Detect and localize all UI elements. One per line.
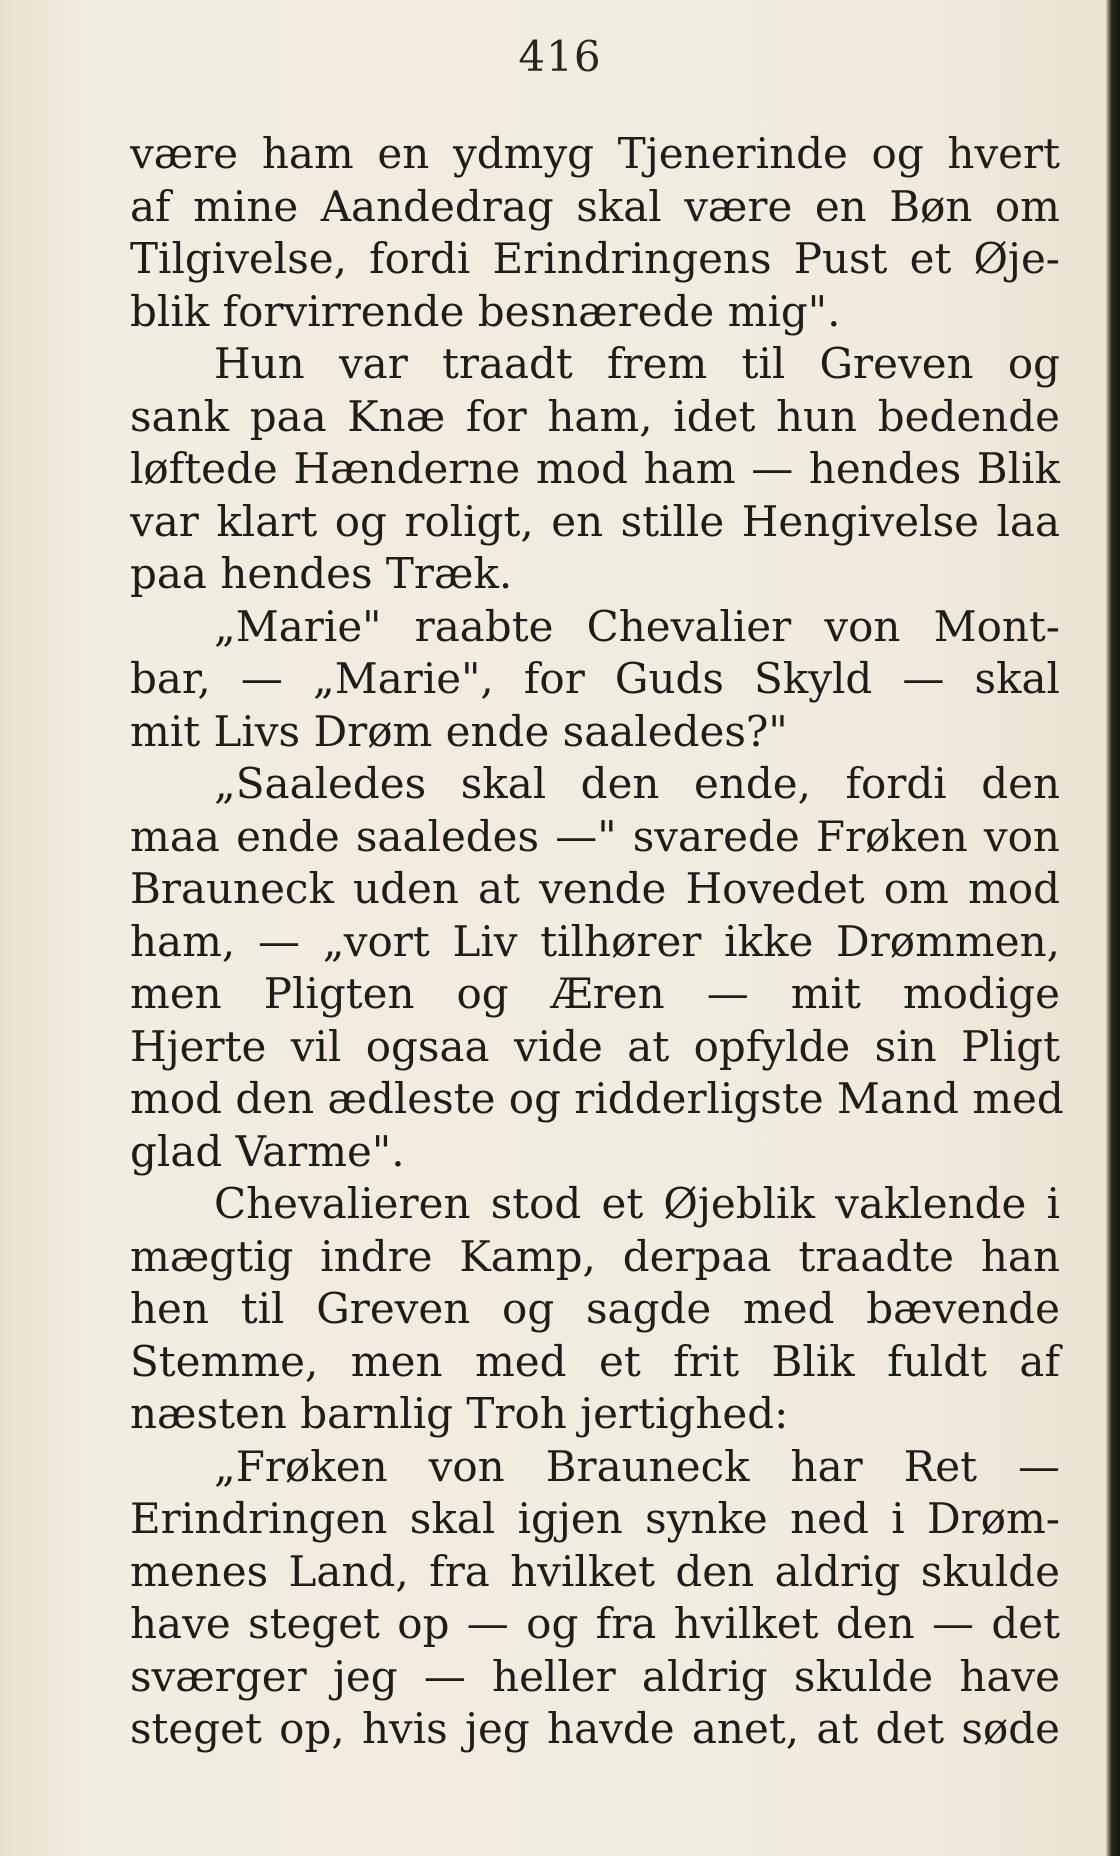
text-line: mægtig indre Kamp, derpaa traadte han xyxy=(130,1231,1060,1281)
text-line: mod den ædleste og ridderligste Mand med xyxy=(130,1074,1064,1123)
text-line: bar, — „Marie", for Guds Skyld — skal xyxy=(130,654,1060,703)
text-line: Brauneck uden at vende Hovedet om mod xyxy=(130,864,1060,913)
text-line: var klart og roligt, en stille Hengivelse laa xyxy=(130,496,1060,546)
text-line: steget op, hvis jeg havde anet, at det søde xyxy=(130,1704,1060,1753)
text-line: maa ende saaledes —" svarede Frøken von xyxy=(130,811,1060,861)
text-line: paa hendes Træk. xyxy=(130,549,513,598)
text-line: sank paa Knæ for ham, idet hun bedende xyxy=(130,391,1060,441)
text-line: Hun var traadt frem til Greven og xyxy=(214,339,1060,388)
text-line: mit Livs Drøm ende saaledes?" xyxy=(130,706,788,756)
text-line: være ham en ydmyg Tjenerinde og hvert xyxy=(130,129,1060,178)
text-line: af mine Aandedrag skal være en Bøn om xyxy=(130,181,1060,231)
text-line: løftede Hænderne mod ham — hendes Blik xyxy=(130,444,1060,493)
text-line: Stemme, men med et frit Blik fuldt af xyxy=(130,1336,1060,1386)
page-number: 416 xyxy=(518,32,602,81)
page-edge xyxy=(1106,0,1120,1856)
body-text xyxy=(130,128,1064,1756)
text-line: „Saaledes skal den ende, fordi den xyxy=(214,759,1060,808)
text-line: have steget op — og fra hvilket den — det xyxy=(130,1599,1060,1648)
text-line: blik forvirrende besnærede mig". xyxy=(130,286,841,336)
text-line: Hjerte vil ogsaa vide at opfylde sin Pligt xyxy=(130,1021,1060,1071)
text-line: „Marie" raabte Chevalier von Mont- xyxy=(214,601,1060,651)
text-line: Tilgivelse, fordi Erindringens Pust et Øje- xyxy=(130,234,1060,283)
text-line: Erindringen skal igjen synke ned i Drøm- xyxy=(130,1494,1060,1543)
text-line: næsten barnlig Troh jertighed: xyxy=(130,1389,789,1438)
text-line: hen til Greven og sagde med bævende xyxy=(130,1284,1060,1333)
text-line: „Frøken von Brauneck har Ret — xyxy=(214,1441,1060,1491)
text-line: menes Land, fra hvilket den aldrig skulde xyxy=(130,1546,1060,1596)
text-line: ham, — „vort Liv tilhører ikke Drømmen, xyxy=(130,916,1060,966)
text-line: Chevalieren stod et Øjeblik vaklende i xyxy=(214,1179,1060,1228)
text-line: glad Varme". xyxy=(130,1126,405,1176)
text-line: sværger jeg — heller aldrig skulde have xyxy=(130,1651,1060,1701)
text-line: men Pligten og Æren — mit modige xyxy=(130,969,1060,1018)
